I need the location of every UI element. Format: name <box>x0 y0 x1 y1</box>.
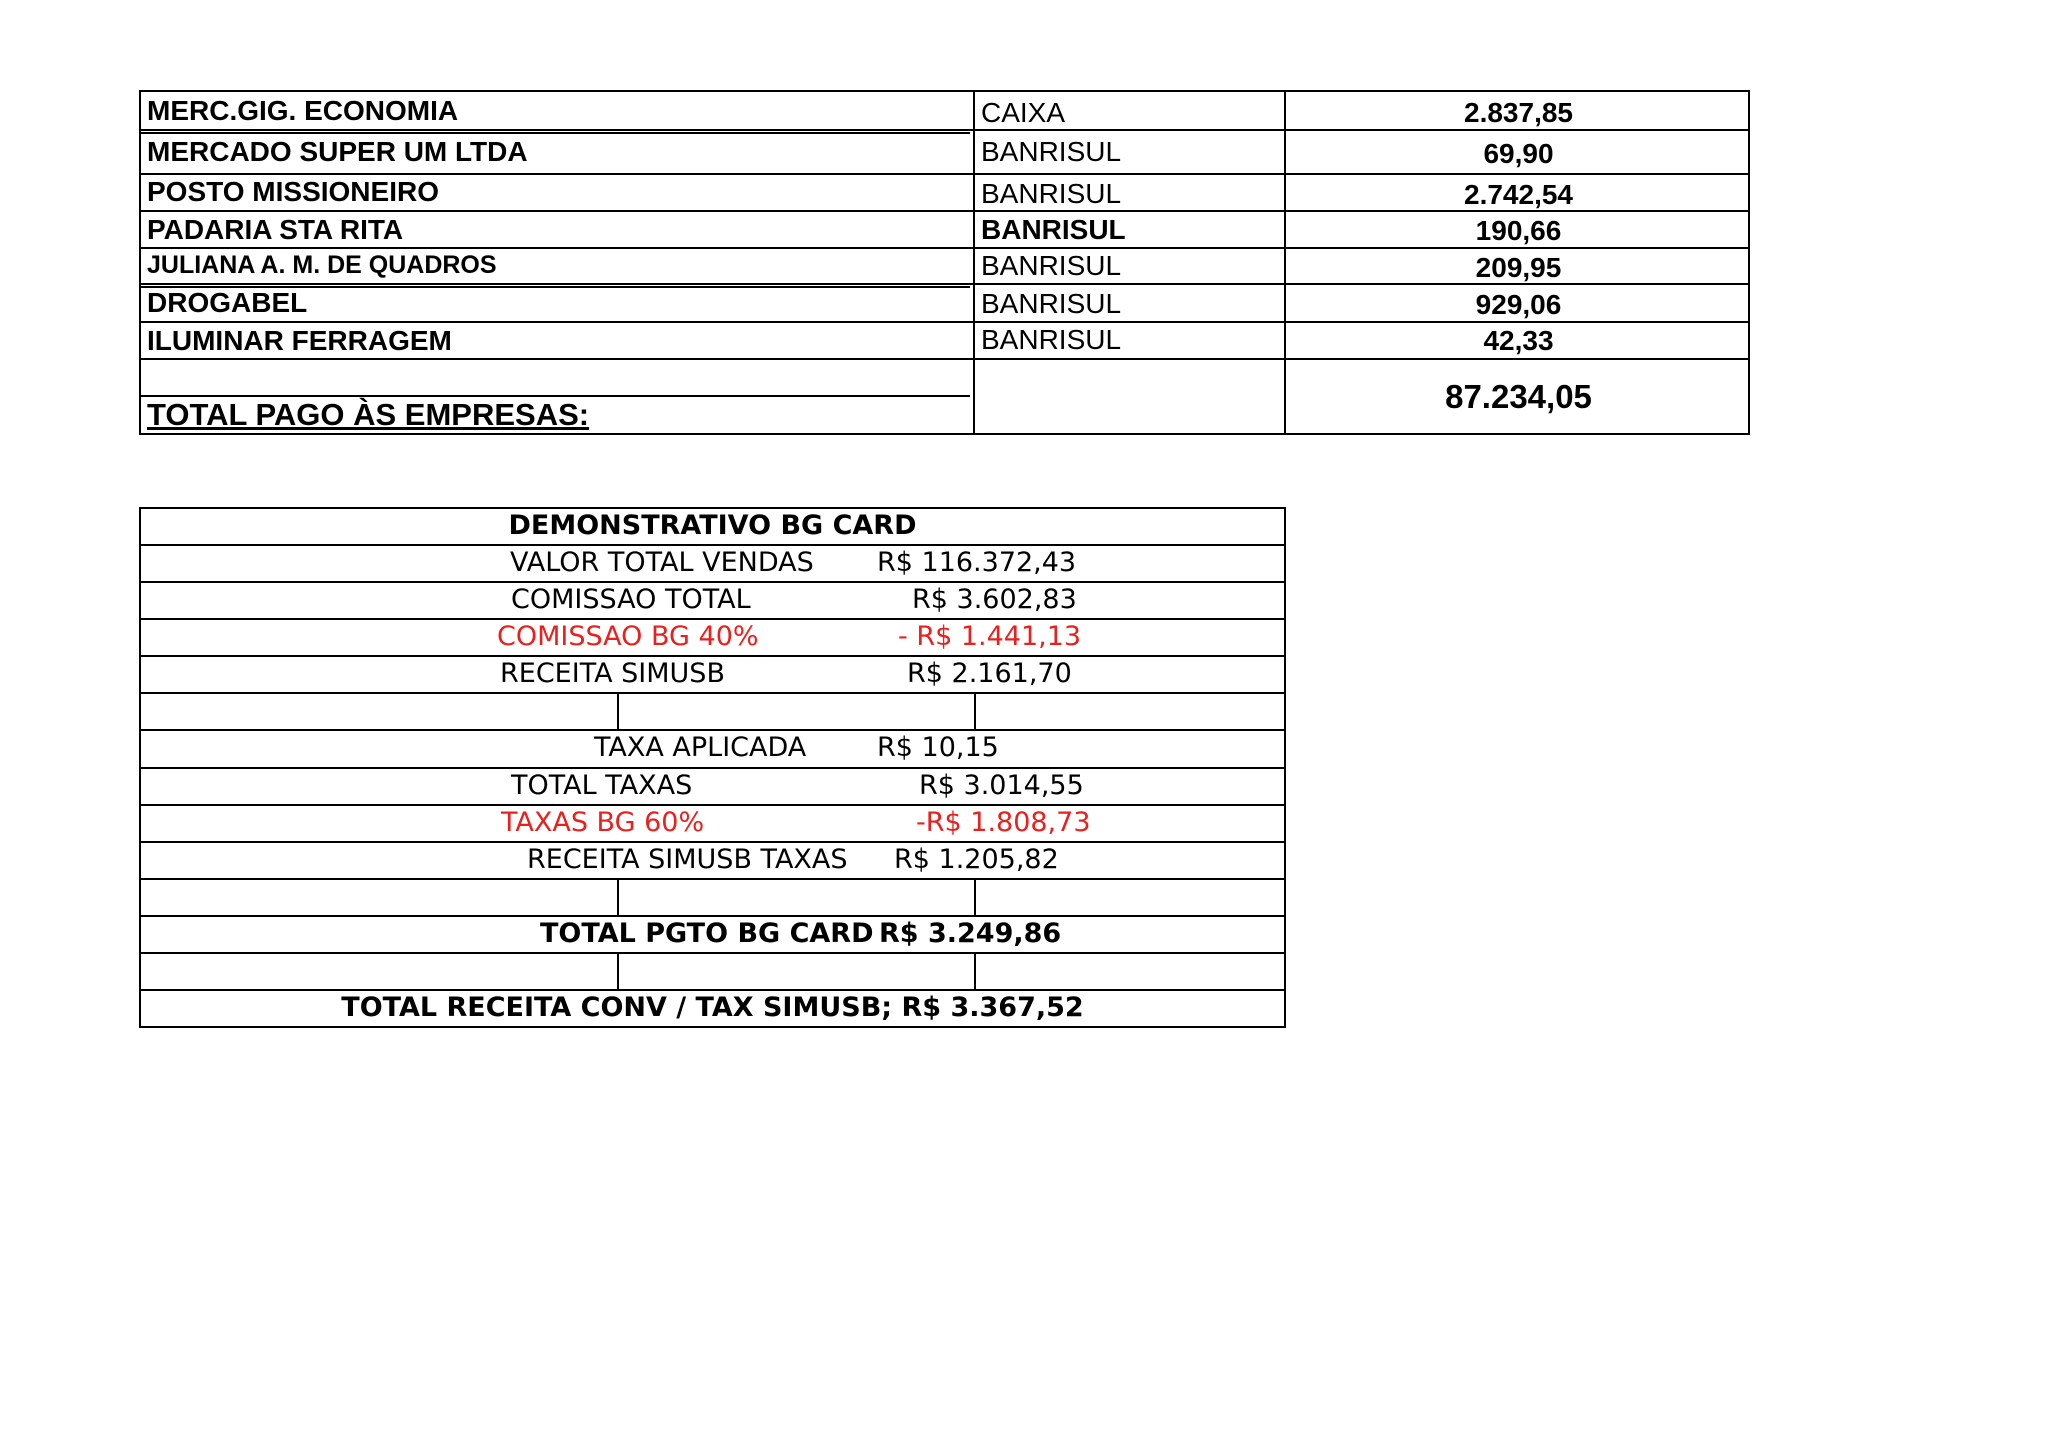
row-divider <box>141 173 1748 175</box>
bank-name: CAIXA <box>981 97 1066 128</box>
company-name: DROGABEL <box>147 287 308 318</box>
receita-simusb-value: R$ 2.161,70 <box>907 658 1072 689</box>
taxa-aplicada-label: TAXA APLICADA <box>594 732 807 763</box>
cell-divider <box>617 952 619 989</box>
bank-name: BANRISUL <box>981 288 1122 319</box>
comissao-total-value: R$ 3.602,83 <box>912 584 1077 615</box>
comissao-bg-value: - R$ 1.441,13 <box>898 621 1082 652</box>
column-divider <box>973 92 975 433</box>
row-divider <box>141 952 1284 954</box>
payment-amount: 69,90 <box>1483 138 1554 169</box>
row-divider <box>141 132 970 134</box>
bank-name: BANRISUL <box>981 250 1122 281</box>
row-divider <box>141 915 1284 917</box>
total-taxas-label: TOTAL TAXAS <box>511 770 693 801</box>
row-divider <box>141 804 1284 806</box>
row-divider <box>141 692 1284 694</box>
row-divider <box>141 655 1284 657</box>
comissao-bg-label: COMISSAO BG 40% <box>497 621 759 652</box>
row-divider <box>141 729 1284 731</box>
receita-simusb-taxas-value: R$ 1.205,82 <box>894 844 1059 875</box>
row-divider <box>141 358 1748 360</box>
row-divider <box>141 581 1284 583</box>
total-pgto-value: R$ 3.249,86 <box>879 918 1062 949</box>
bank-name: BANRISUL <box>981 214 1126 245</box>
cell-divider <box>974 692 976 729</box>
company-name: PADARIA STA RITA <box>147 214 404 245</box>
payment-amount: 42,33 <box>1483 325 1554 356</box>
company-name: ILUMINAR FERRAGEM <box>147 325 452 356</box>
total-receita: TOTAL RECEITA CONV / TAX SIMUSB; R$ 3.367,52 <box>341 992 1084 1023</box>
total-paid-amount: 87.234,05 <box>1445 378 1592 415</box>
taxas-bg-value: -R$ 1.808,73 <box>916 807 1091 838</box>
total-taxas-value: R$ 3.014,55 <box>919 770 1084 801</box>
cell-divider <box>974 878 976 915</box>
valor-total-vendas-label: VALOR TOTAL VENDAS <box>510 547 814 578</box>
bank-name: BANRISUL <box>981 136 1122 167</box>
row-divider <box>141 878 1284 880</box>
cell-divider <box>617 692 619 729</box>
payment-amount: 209,95 <box>1475 252 1562 283</box>
company-name: MERC.GIG. ECONOMIA <box>147 95 459 126</box>
total-pgto-label: TOTAL PGTO BG CARD <box>540 918 874 949</box>
statement-title: DEMONSTRATIVO BG CARD <box>508 510 917 541</box>
row-divider <box>141 767 1284 769</box>
payment-amount: 929,06 <box>1475 289 1562 320</box>
taxas-bg-label: TAXAS BG 60% <box>501 807 705 838</box>
row-divider <box>141 618 1284 620</box>
cell-divider <box>974 952 976 989</box>
row-divider <box>141 544 1284 546</box>
taxa-aplicada-value: R$ 10,15 <box>877 732 999 763</box>
comissao-total-label: COMISSAO TOTAL <box>511 584 751 615</box>
row-divider <box>141 321 1748 323</box>
row-divider <box>141 989 1284 991</box>
company-name: POSTO MISSIONEIRO <box>147 176 439 207</box>
receita-simusb-label: RECEITA SIMUSB <box>500 658 725 689</box>
bank-name: BANRISUL <box>981 178 1122 209</box>
payment-amount: 190,66 <box>1475 215 1562 246</box>
bank-name: BANRISUL <box>981 324 1122 355</box>
row-divider <box>141 841 1284 843</box>
payment-amount: 2.837,85 <box>1464 97 1573 128</box>
receita-simusb-taxas-label: RECEITA SIMUSB TAXAS <box>527 844 848 875</box>
row-divider <box>141 247 1748 249</box>
payment-amount: 2.742,54 <box>1464 179 1573 210</box>
cell-divider <box>617 878 619 915</box>
row-divider <box>141 129 1748 131</box>
payments-table <box>139 90 1750 435</box>
bg-card-statement <box>139 507 1286 1028</box>
column-divider <box>1284 92 1286 433</box>
company-name: JULIANA A. M. DE QUADROS <box>147 251 497 279</box>
valor-total-vendas-value: R$ 116.372,43 <box>877 547 1077 578</box>
total-paid-label: TOTAL PAGO ÀS EMPRESAS: <box>147 397 590 432</box>
company-name: MERCADO SUPER UM LTDA <box>147 136 528 167</box>
